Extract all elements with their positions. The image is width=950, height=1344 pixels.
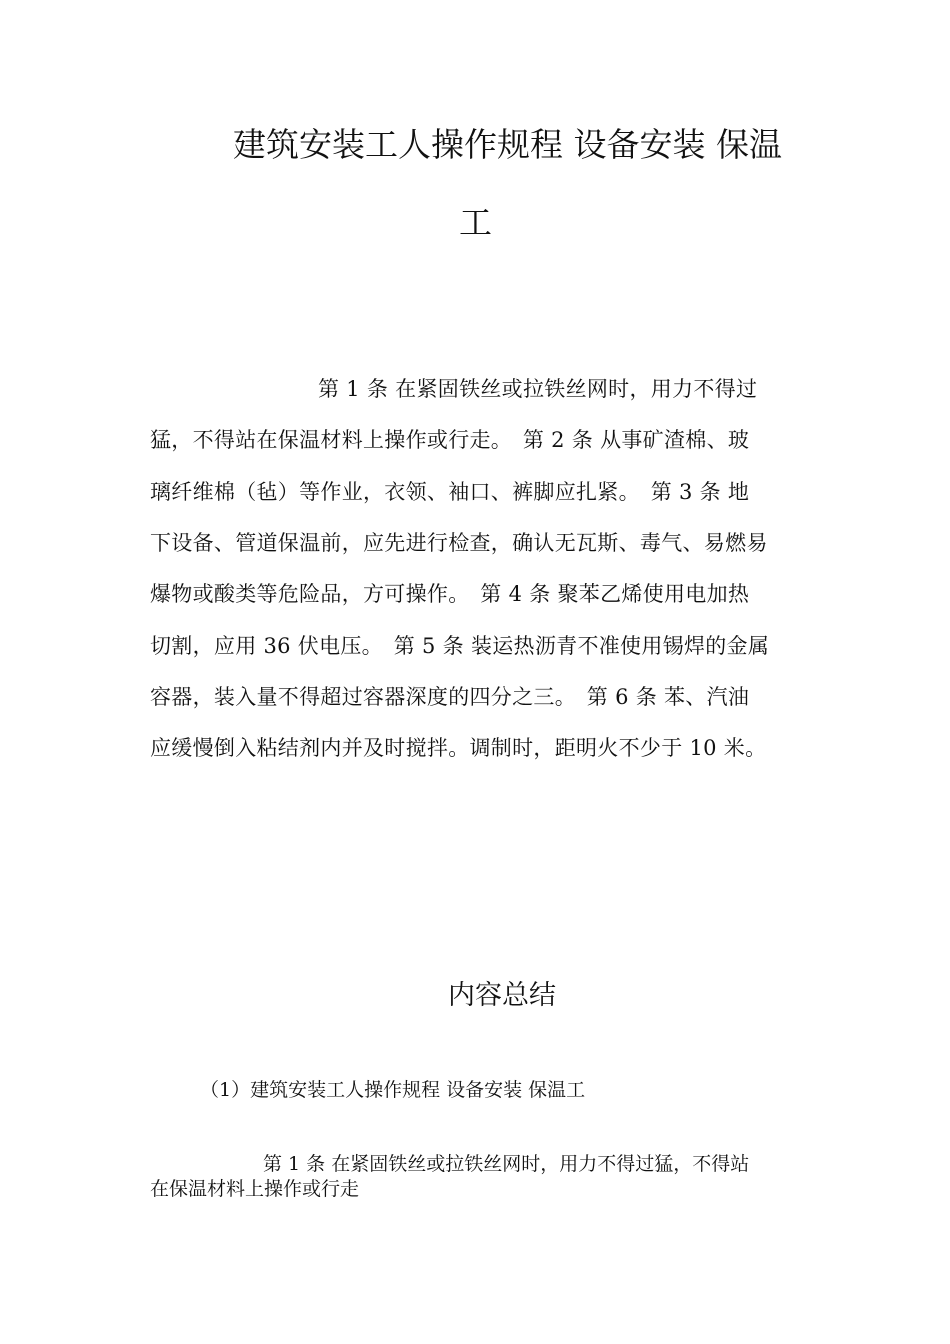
body-paragraph-line: 下设备、管道保温前，应先进行检查，确认无瓦斯、毒气、易燃易 xyxy=(150,531,768,555)
document-title-line-2: 工 xyxy=(459,203,492,242)
body-paragraph-line: 容器，装入量不得超过容器深度的四分之三。 第 6 条 苯、汽油 xyxy=(150,685,750,709)
summary-paragraph-line: 在保温材料上操作或行走 xyxy=(150,1178,360,1200)
body-paragraph-line: 猛，不得站在保温材料上操作或行走。 第 2 条 从事矿渣棉、玻 xyxy=(150,428,750,452)
summary-paragraph-line: 第 1 条 在紧固铁丝或拉铁丝网时，用力不得过猛，不得站 xyxy=(263,1153,750,1175)
document-title-line-1: 建筑安装工人操作规程 设备安装 保温 xyxy=(233,125,782,164)
body-paragraph-line: 爆物或酸类等危险品，方可操作。 第 4 条 聚苯乙烯使用电加热 xyxy=(150,582,750,606)
body-paragraph-line: 璃纤维棉（毡）等作业，衣领、袖口、裤脚应扎紧。 第 3 条 地 xyxy=(150,480,750,504)
body-paragraph-line: 应缓慢倒入粘结剂内并及时搅拌。调制时，距明火不少于 10 米。 xyxy=(150,736,767,760)
body-paragraph-line: 第 1 条 在紧固铁丝或拉铁丝网时，用力不得过 xyxy=(318,377,758,401)
summary-heading: 内容总结 xyxy=(448,980,556,1011)
body-paragraph-line: 切割，应用 36 伏电压。 第 5 条 装运热沥青不准使用锡焊的金属 xyxy=(150,634,770,658)
summary-item: （1）建筑安装工人操作规程 设备安装 保温工 xyxy=(200,1079,586,1101)
